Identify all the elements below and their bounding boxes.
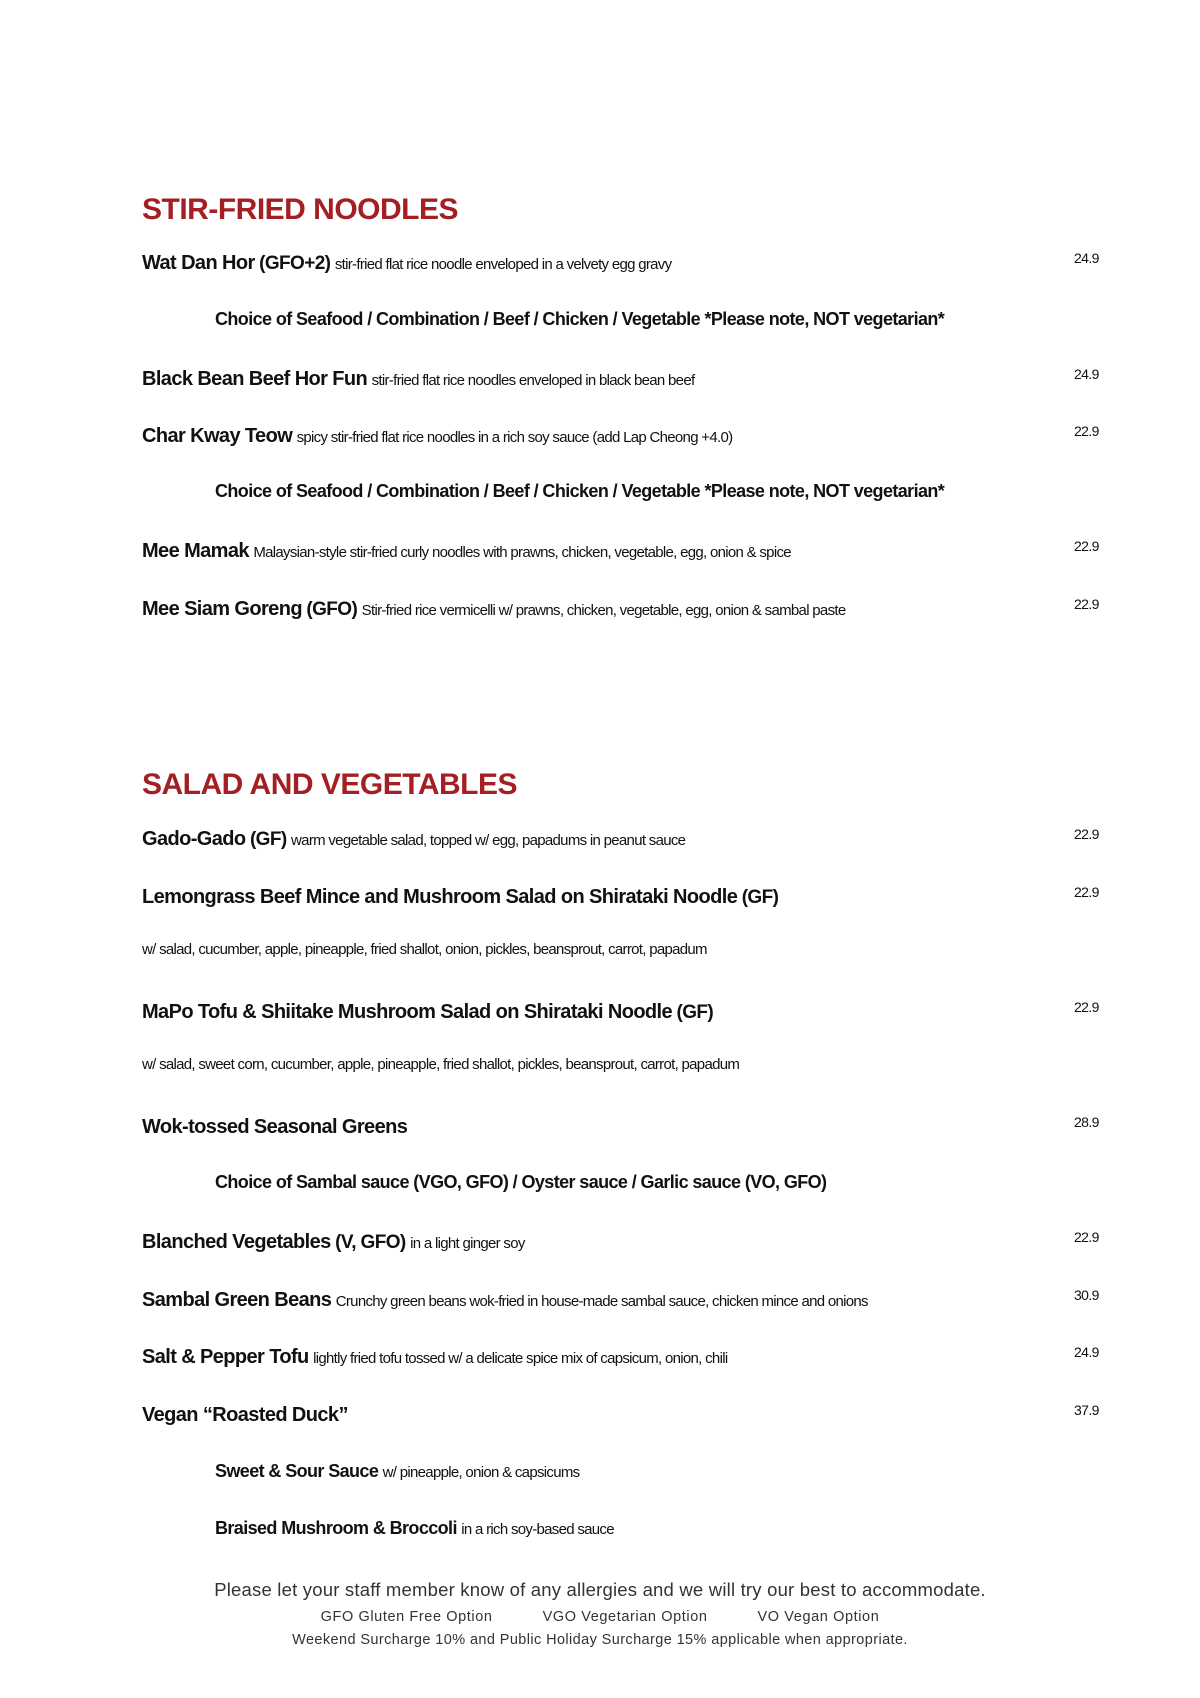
item-price: 22.9 xyxy=(1074,596,1099,612)
item-price: 24.9 xyxy=(1074,1344,1099,1360)
legend-vgo: VGO Vegetarian Option xyxy=(542,1609,708,1625)
menu-item-mee-siam-goreng xyxy=(142,596,1102,624)
menu-item-wat-dan-hor xyxy=(142,250,1102,278)
item-sauce-option xyxy=(215,1515,614,1543)
item-name: Salt & Pepper Tofu xyxy=(142,1346,309,1368)
menu-item-wok-tossed-seasonal-greens xyxy=(142,1114,1102,1142)
item-name: Mee Siam Goreng xyxy=(142,598,302,620)
item-description: Crunchy green beans wok-fried in house-made sambal sauce, chicken mince and onions xyxy=(335,1293,868,1310)
menu-item-gado-gado xyxy=(142,826,1102,854)
sauce-option-name: Sweet & Sour Sauce xyxy=(215,1461,379,1481)
sauce-option-name: Braised Mushroom & Broccoli xyxy=(215,1518,457,1538)
menu-item-mee-mamak xyxy=(142,538,1102,566)
item-subline-description: w/ salad, cucumber, apple, pineapple, fried shallot, onion, pickles, beansprout, carrot, papadum xyxy=(142,941,707,958)
item-name: Gado-Gado xyxy=(142,828,246,850)
item-price: 22.9 xyxy=(1074,999,1099,1015)
item-price: 22.9 xyxy=(1074,884,1099,900)
item-dietary-tag: (GF) xyxy=(249,829,287,850)
item-name: Sambal Green Beans xyxy=(142,1289,332,1311)
menu-item-mapo-tofu-salad xyxy=(142,999,1102,1027)
menu-item-salt-pepper-tofu xyxy=(142,1344,1102,1372)
item-description: in a light ginger soy xyxy=(410,1235,525,1252)
item-choice-note: Choice of Seafood / Combination / Beef / Chicken / Vegetable *Please note, NOT vegetarian* xyxy=(215,309,945,329)
item-price: 30.9 xyxy=(1074,1287,1099,1303)
menu-item-vegan-roasted-duck xyxy=(142,1402,1102,1430)
item-name: Wok-tossed Seasonal Greens xyxy=(142,1116,408,1138)
item-description: lightly fried tofu tossed w/ a delicate spice mix of capsicum, onion, chili xyxy=(313,1350,728,1367)
legend-gfo: GFO Gluten Free Option xyxy=(320,1609,493,1625)
item-name: Lemongrass Beef Mince and Mushroom Salad on Shirataki Noodle xyxy=(142,886,738,908)
legend-vo: VO Vegan Option xyxy=(757,1609,880,1625)
sauce-option-description: w/ pineapple, onion & capsicums xyxy=(382,1464,580,1481)
item-dietary-tag: (GFO+2) xyxy=(259,253,331,274)
section-title-stir-fried-noodles: STIR-FRIED NOODLES xyxy=(142,193,459,226)
item-name: Blanched Vegetables xyxy=(142,1231,331,1253)
menu-item-black-bean-beef-hor-fun xyxy=(142,366,1102,394)
dietary-legend xyxy=(0,1609,1200,1625)
item-price: 37.9 xyxy=(1074,1402,1099,1418)
item-choice-note: Choice of Sambal sauce (VGO, GFO) / Oyster sauce / Garlic sauce (VO, GFO) xyxy=(215,1172,827,1192)
sauce-option-description: in a rich soy-based sauce xyxy=(461,1521,614,1538)
item-dietary-tag: (GFO) xyxy=(306,599,358,620)
item-dietary-tag: (GF) xyxy=(676,1002,714,1023)
item-description: warm vegetable salad, topped w/ egg, papadums in peanut sauce xyxy=(291,832,686,849)
item-description: Stir-fried rice vermicelli w/ prawns, chicken, vegetable, egg, onion & sambal paste xyxy=(361,602,846,619)
item-price: 24.9 xyxy=(1074,250,1099,266)
menu-item-blanched-vegetables xyxy=(142,1229,1102,1257)
item-subline-description: w/ salad, sweet corn, cucumber, apple, pineapple, fried shallot, pickles, beansprout, carrot, papadum xyxy=(142,1056,740,1073)
item-name: Char Kway Teow xyxy=(142,425,293,447)
menu-item-char-kway-teow xyxy=(142,423,1102,451)
item-dietary-tag: (GF) xyxy=(741,887,779,908)
item-name: Mee Mamak xyxy=(142,540,249,562)
item-price: 24.9 xyxy=(1074,366,1099,382)
allergy-notice: Please let your staff member know of any allergies and we will try our best to accommodate. xyxy=(214,1579,986,1600)
item-choice-note: Choice of Seafood / Combination / Beef / Chicken / Vegetable *Please note, NOT vegetarian* xyxy=(215,481,945,501)
section-title-salad-and-vegetables: SALAD AND VEGETABLES xyxy=(142,768,518,801)
item-dietary-tag: (V, GFO) xyxy=(335,1232,406,1253)
item-price: 22.9 xyxy=(1074,423,1099,439)
item-price: 22.9 xyxy=(1074,538,1099,554)
item-name: Vegan “Roasted Duck” xyxy=(142,1404,348,1426)
item-price: 22.9 xyxy=(1074,1229,1099,1245)
item-description: Malaysian-style stir-fried curly noodles with prawns, chicken, vegetable, egg, onion & spice xyxy=(253,544,791,561)
item-description: stir-fried flat rice noodles enveloped in black bean beef xyxy=(371,372,695,389)
item-name: Wat Dan Hor xyxy=(142,252,255,274)
surcharge-notice: Weekend Surcharge 10% and Public Holiday Surcharge 15% applicable when appropriate. xyxy=(292,1632,908,1648)
menu-item-lemongrass-beef-salad xyxy=(142,884,1102,912)
item-price: 28.9 xyxy=(1074,1114,1099,1130)
menu-item-sambal-green-beans xyxy=(142,1287,1102,1315)
item-description: spicy stir-fried flat rice noodles in a rich soy sauce (add Lap Cheong +4.0) xyxy=(296,429,733,446)
item-price: 22.9 xyxy=(1074,826,1099,842)
item-description: stir-fried flat rice noodle enveloped in a velvety egg gravy xyxy=(334,256,672,273)
item-sauce-option xyxy=(215,1458,579,1486)
item-name: Black Bean Beef Hor Fun xyxy=(142,368,368,390)
item-name: MaPo Tofu & Shiitake Mushroom Salad on Shirataki Noodle xyxy=(142,1001,673,1023)
